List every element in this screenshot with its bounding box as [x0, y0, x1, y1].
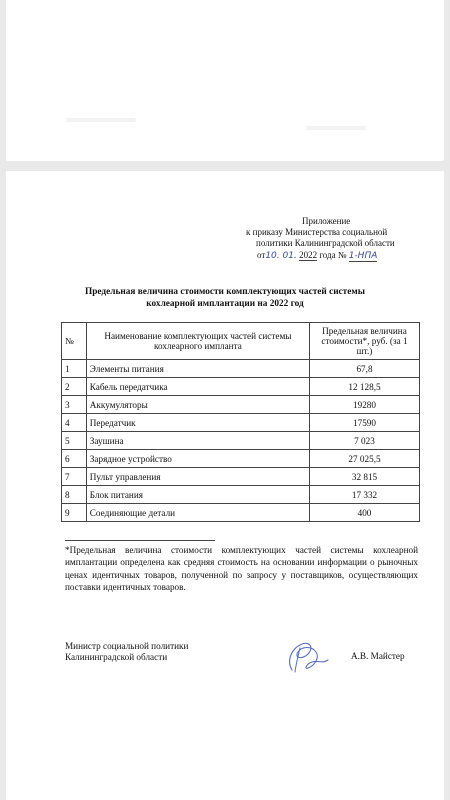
table-header-row	[62, 323, 420, 360]
row-name: Блок питания	[86, 486, 309, 504]
faint-bleed-mark	[306, 126, 366, 130]
row-price: 19280	[310, 396, 420, 414]
table-row	[62, 432, 420, 450]
row-price: 400	[310, 504, 420, 522]
row-num: 2	[62, 378, 87, 396]
appendix-ministry: политики Калининградской области	[256, 238, 395, 248]
row-price: 27 025,5	[310, 450, 420, 468]
row-num: 8	[62, 486, 87, 504]
row-name: Кабель передатчика	[86, 378, 309, 396]
row-name: Заушина	[86, 432, 309, 450]
row-name: Зарядное устройство	[86, 450, 309, 468]
document-page	[6, 171, 444, 800]
signatory-name: А.В. Майстер	[351, 651, 405, 661]
appendix-date-line	[257, 250, 377, 262]
faint-bleed-mark	[66, 118, 136, 122]
title-line-1: Предельная величина стоимости комплектующих частей системы	[85, 287, 365, 297]
header-price: Предельная величина стоимости*, руб. (за 1 шт.)	[310, 323, 420, 360]
appendix-title: Приложение	[302, 216, 351, 226]
row-price: 12 128,5	[310, 378, 420, 396]
header-name: Наименование комплектующих частей системы кохлеарного импланта	[86, 323, 309, 360]
table-row	[62, 414, 420, 432]
row-price: 7 023	[310, 432, 420, 450]
table-row	[62, 468, 420, 486]
handwritten-number: 1-НПА	[348, 251, 378, 261]
row-price: 17 332	[310, 486, 420, 504]
year: 2022	[299, 250, 318, 260]
row-num: 3	[62, 396, 87, 414]
title-line-2: кохлеарной имплантации на 2022 год	[146, 299, 304, 309]
table-row	[62, 450, 420, 468]
row-name: Соединяющие детали	[86, 504, 309, 522]
row-name: Аккумуляторы	[86, 396, 309, 414]
table-row	[62, 378, 420, 396]
row-num: 7	[62, 468, 87, 486]
row-price: 67,8	[310, 360, 420, 378]
handwritten-signature	[278, 638, 338, 676]
row-name: Передатчик	[86, 414, 309, 432]
date-prefix: от	[257, 250, 266, 260]
row-num: 5	[62, 432, 87, 450]
handwritten-date: 10. 01.	[265, 251, 297, 261]
table-row	[62, 486, 420, 504]
row-num: 6	[62, 450, 87, 468]
row-num: 9	[62, 504, 87, 522]
table-row	[62, 504, 420, 522]
footnote-divider	[65, 540, 215, 541]
row-name: Элементы питания	[86, 360, 309, 378]
row-num: 4	[62, 414, 87, 432]
year-suffix: года №	[319, 250, 347, 260]
table-row	[62, 396, 420, 414]
row-num: 1	[62, 360, 87, 378]
position-line-1: Министр социальной политики	[65, 641, 189, 651]
row-price: 32 815	[310, 468, 420, 486]
header-num: №	[62, 323, 87, 360]
row-price: 17590	[310, 414, 420, 432]
row-name: Пульт управления	[86, 468, 309, 486]
document-title	[6, 286, 444, 310]
previous-page-fragment	[6, 0, 444, 161]
signatory-position	[65, 641, 188, 663]
appendix-order-ref: к приказу Министерства социальной	[246, 227, 388, 237]
components-price-table	[61, 322, 420, 522]
table-row	[62, 360, 420, 378]
footnote: *Предельная величина стоимости комплектующих частей системы кохлеарной имплантации определена как средняя стоимость на основании информации о рыночных ценах идентичных товаров, полученной по запросу у поставщиков, осуществляющих поставки идентичных товаров.	[65, 545, 418, 593]
position-line-2: Калининградской области	[65, 652, 168, 662]
